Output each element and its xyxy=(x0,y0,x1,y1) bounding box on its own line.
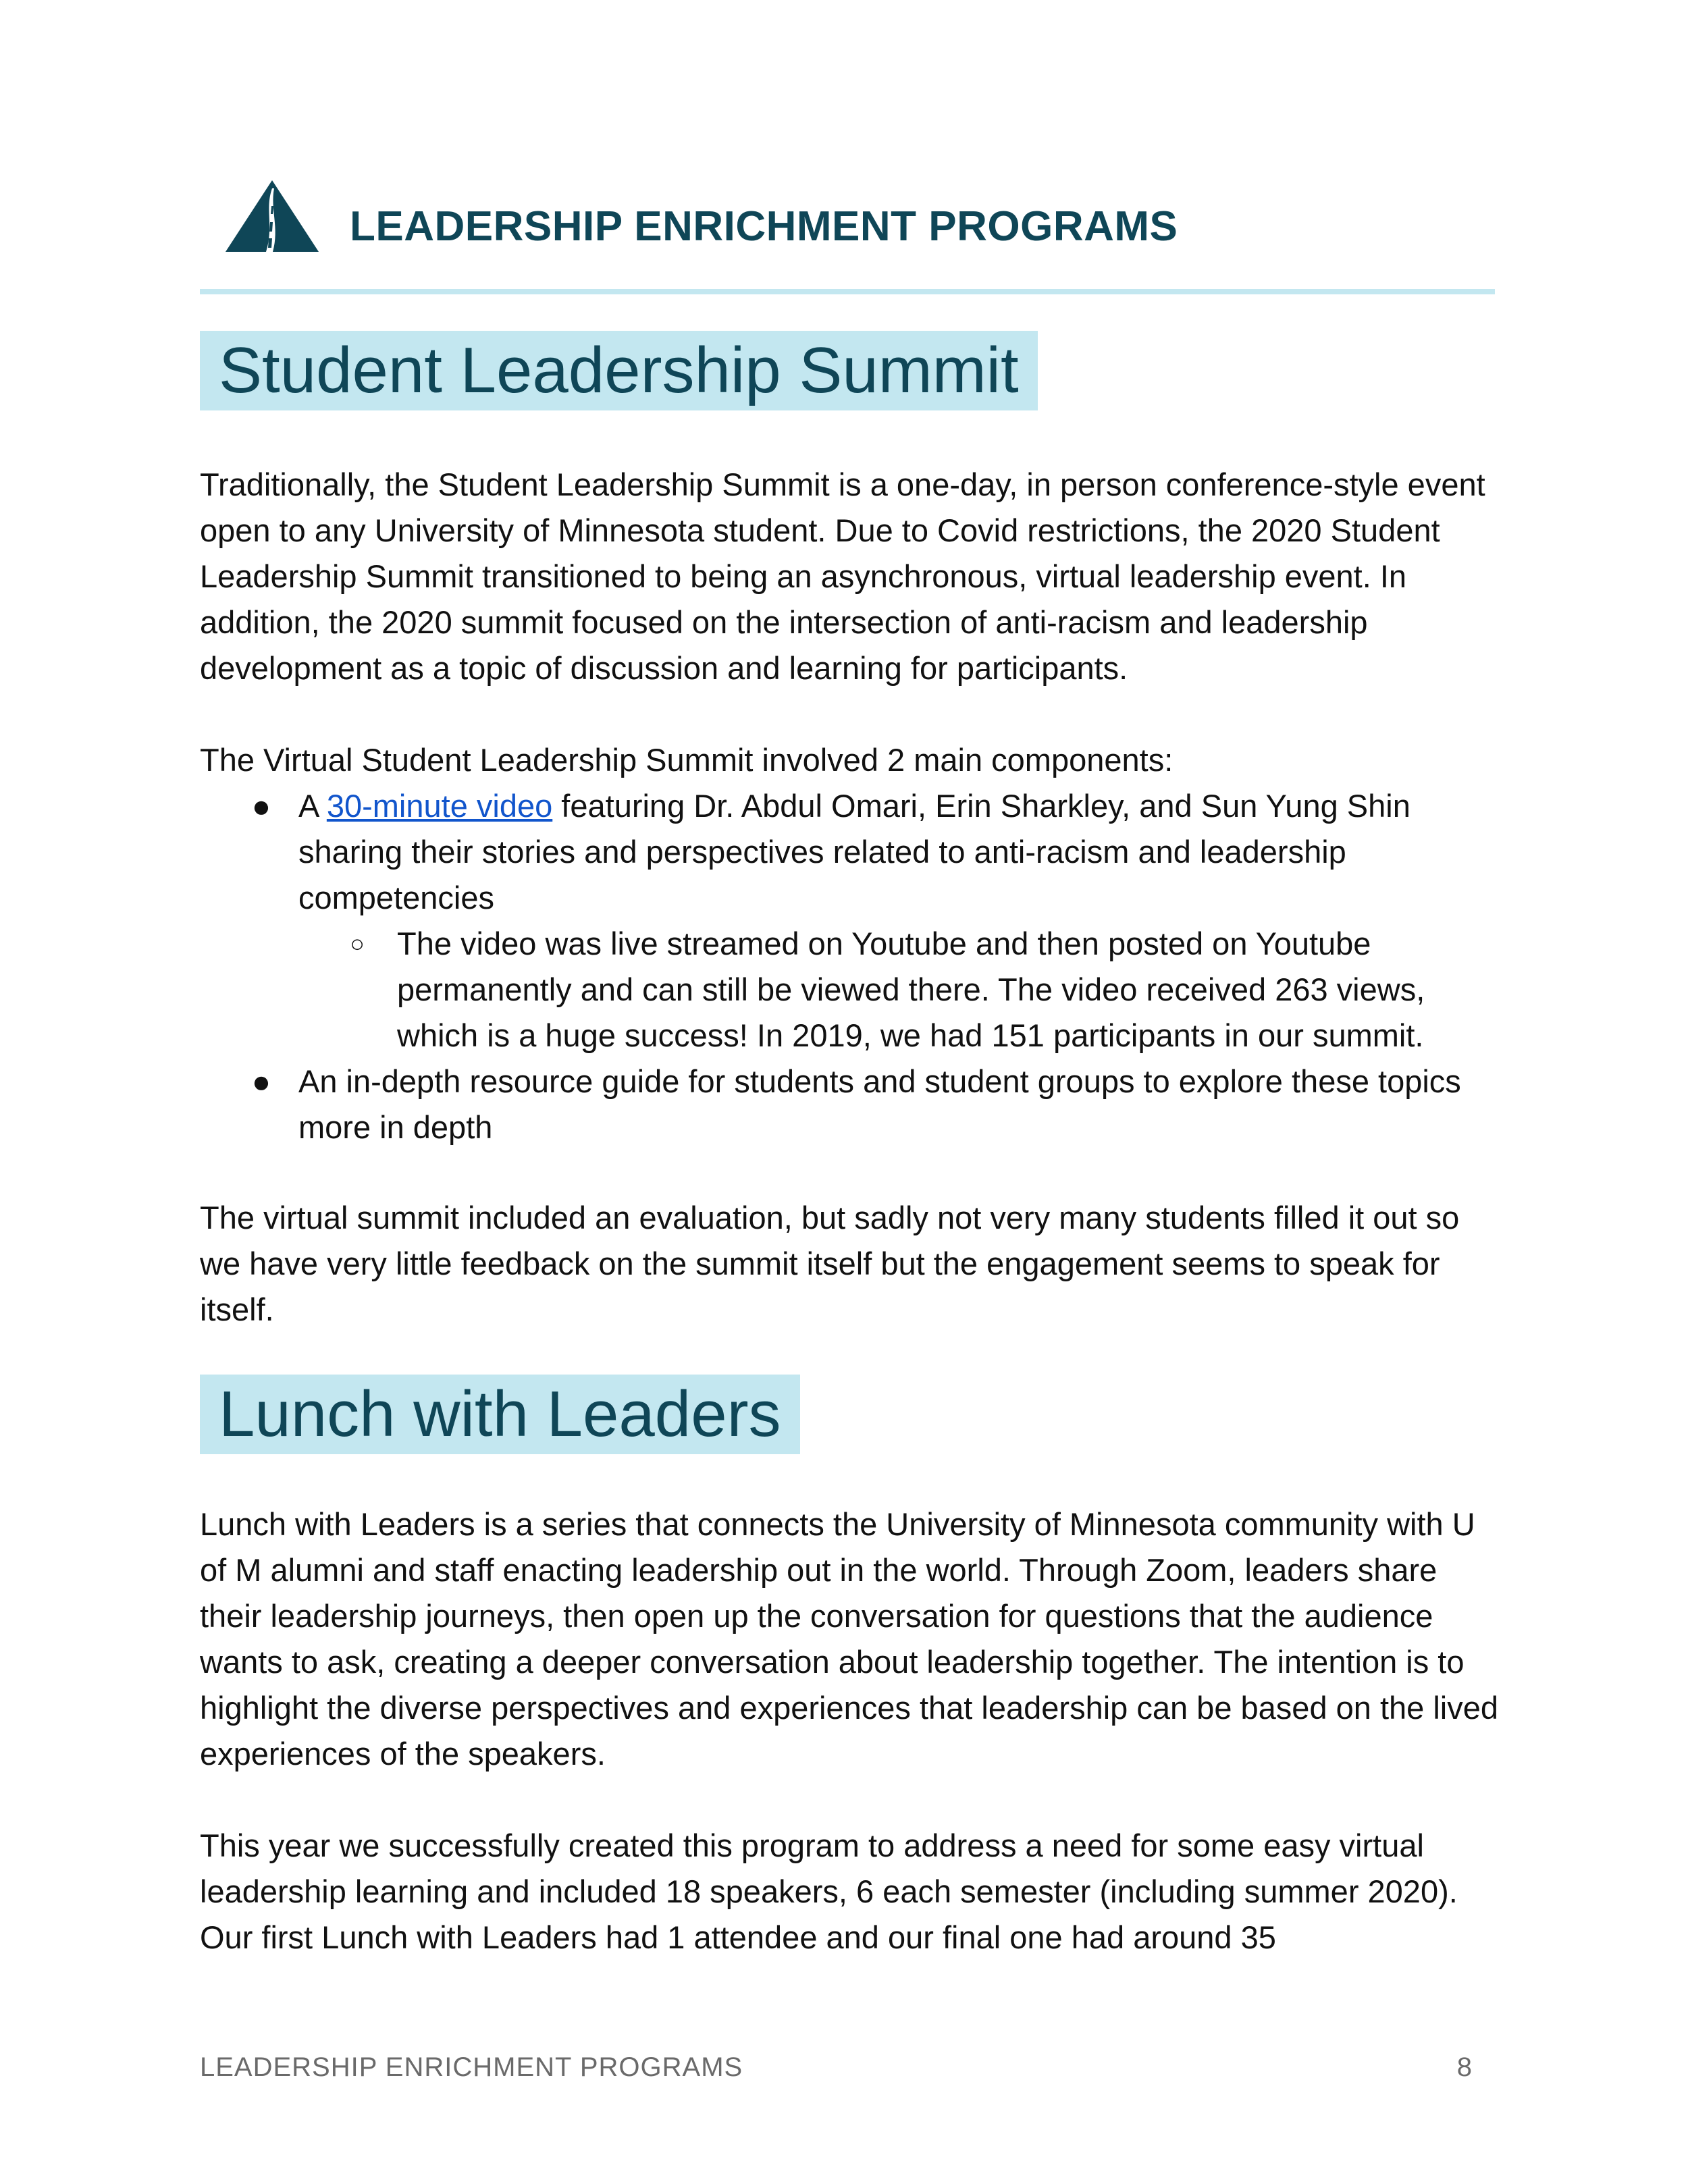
page-number: 8 xyxy=(1456,2052,1472,2082)
footer-title: LEADERSHIP ENRICHMENT PROGRAMS xyxy=(200,2052,743,2082)
bullet-prefix-text: A xyxy=(298,788,327,824)
summit-components-intro: The Virtual Student Leadership Summit involved 2 main components: xyxy=(200,742,1173,778)
bullet-icon: ● xyxy=(251,788,271,824)
summit-intro-paragraph: Traditionally, the Student Leadership Summit is a one-day, in person conference-style event open to any University of Minnesota student. Due to Covid restrictions, the 2020 Student Leadership Summit transitioned to being an asynchronous, virtual leadership event. In addition, the 2020 summit focused on the intersection of anti-racism and leadership development as a topic of discussion and learning for participants. xyxy=(200,467,1485,686)
list-item xyxy=(200,783,1503,1059)
lunch-intro-paragraph: Lunch with Leaders is a series that connects the University of Minnesota community with U of M alumni and staff enacting leadership out in the world. Through Zoom, leaders share their leadership journeys, then open up the conversation for questions that the audience wants to ask, creating a deeper conversation about leadership together. The intention is to highlight the diverse perspectives and experiences that leadership can be based on the lived experiences of the speakers. xyxy=(200,1506,1499,1772)
bullet-text: featuring Dr. Abdul Omari, Erin Sharkley, and Sun Yung Shin sharing their stories and perspectives related to anti-racism and leadership competencies xyxy=(298,788,1410,915)
sub-bullet-text: The video was live streamed on Youtube and then posted on Youtube permanently and can still be viewed there. The video received 263 views, which is a huge success! In 2019, we had 151 participants in our summit. xyxy=(397,926,1425,1053)
section-heading-student-leadership-summit: Student Leadership Summit xyxy=(200,331,1038,410)
header-divider xyxy=(200,289,1495,294)
summit-components-list xyxy=(200,783,1503,1150)
list-item xyxy=(200,1059,1503,1150)
video-link[interactable]: 30-minute video xyxy=(326,788,553,824)
list-item xyxy=(200,921,1503,1059)
mountain-road-icon xyxy=(224,179,320,253)
summit-evaluation-paragraph: The virtual summit included an evaluation, but sadly not very many students filled it out so we have very little feedback on the summit itself but the engagement seems to speak for itself. xyxy=(200,1200,1460,1327)
page-header xyxy=(200,176,1496,257)
bullet-text: An in-depth resource guide for students and student groups to explore these topics more in depth xyxy=(298,1063,1461,1145)
page-title: LEADERSHIP ENRICHMENT PROGRAMS xyxy=(350,203,1178,250)
lunch-results-paragraph: This year we successfully created this program to address a need for some easy virtual leadership learning and included 18 speakers, 6 each semester (including summer 2020). Our first Lunch with Leaders had 1 attendee and our final one had around 35 xyxy=(200,1828,1458,1955)
hollow-bullet-icon: ○ xyxy=(350,930,365,957)
section-heading-lunch-with-leaders: Lunch with Leaders xyxy=(200,1375,800,1454)
bullet-icon: ● xyxy=(251,1063,271,1099)
